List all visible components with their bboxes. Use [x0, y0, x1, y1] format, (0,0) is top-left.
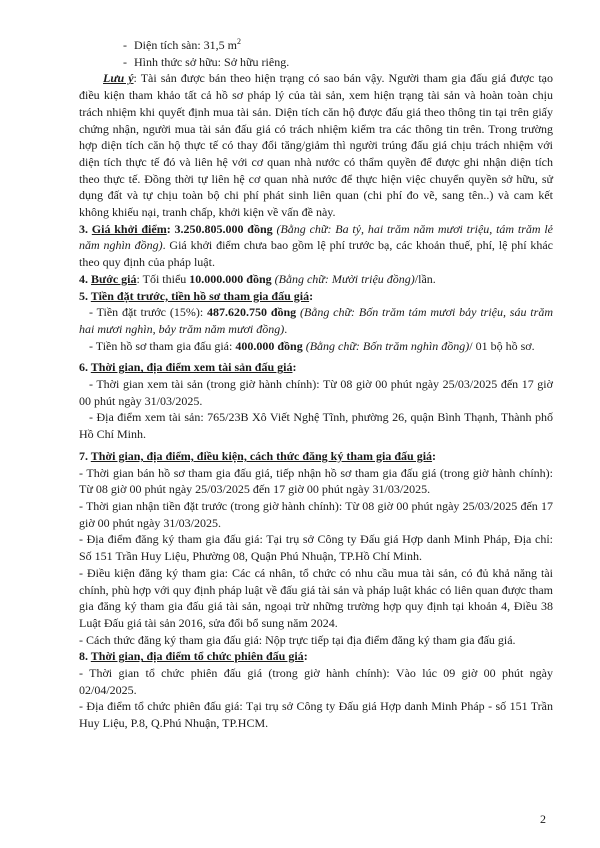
deposit-heading: 5. Tiền đặt trước, tiền hồ sơ tham gia đấu giá: — [79, 288, 314, 303]
auction-time-line: - Thời gian tổ chức phiên đấu giá (trong giờ hành chính): Vào lúc 09 giờ 00 phút ngày 02/04/2025. — [79, 666, 553, 697]
registration-location-line: - Địa điểm đăng ký tham gia đấu giá: Tại trụ sở Công ty Đấu giá Hợp danh Minh Pháp, Địa chỉ: Số 151 Trần Huy Liệu, Phường 08, Quận Phú Nhuận, TP.Hồ Chí Minh. — [79, 532, 553, 564]
document-page — [79, 37, 553, 732]
bid-step-heading: Bước giá — [91, 271, 137, 286]
viewing-time-line: - Thời gian xem tài sản (trong giờ hành chính): Từ 08 giờ 00 phút ngày 25/03/2025 đến 17 giờ 00 phút ngày 31/03/2025. — [79, 377, 553, 408]
bid-step-value: 10.000.000 đồng — [189, 271, 272, 286]
page-number: 2 — [540, 812, 546, 826]
registration-method-line: - Cách thức đăng ký tham gia đấu giá: Nộp trực tiếp tại địa điểm đăng ký tham gia đấu giá. — [79, 632, 516, 647]
deposit-amount: 487.620.750 đồng — [207, 305, 297, 320]
deposit-time-line: - Thời gian nhận tiền đặt trước (trong giờ hành chính): Từ 08 giờ 00 phút ngày 25/03/2025 đến 17 giờ 00 phút ngày 31/03/2025. — [79, 498, 553, 530]
note-title: Lưu ý — [103, 71, 134, 86]
dossier-time-line: - Thời gian bán hồ sơ tham gia đấu giá, tiếp nhận hồ sơ tham gia đấu giá (trong giờ hành chính): Từ 08 giờ 00 phút ngày 25/03/2025 đến 17 giờ 00 phút ngày 31/03/2025. — [79, 465, 553, 497]
registration-heading: 7. Thời gian, địa điểm, điều kiện, cách thức đăng ký tham gia đấu giá: — [79, 448, 437, 463]
viewing-heading: 6. Thời gian, địa điểm xem tài sản đấu giá: — [79, 360, 297, 375]
bid-step-section: 4. Bước giá: Tối thiểu 10.000.000 đồng (Bằng chữ: Mười triệu đồng)/lần. — [79, 271, 436, 286]
bid-step-words: (Bằng chữ: Mười triệu đồng) — [271, 271, 415, 286]
starting-price-heading: Giá khởi điểm — [91, 221, 167, 236]
dossier-fee-line: - Tiền hồ sơ tham gia đấu giá: 400.000 đồng (Bằng chữ: Bốn trăm nghìn đồng)/ 01 bộ hồ sơ. — [89, 338, 535, 353]
auction-location-line: - Địa điểm tổ chức phiên đấu giá: Tại trụ sở Công ty Đấu giá Hợp danh Minh Pháp - số 151 Trần Huy Liệu, P.8, Q.Phú Nhuận, TP.HCM. — [79, 699, 553, 731]
note-paragraph: Lưu ý: Tài sản được bán theo hiện trạng có sao bán vậy. Người tham gia đấu giá được tạo điều kiện tham khảo tất cả hồ sơ pháp lý của tài sản, xem hiện trạng tài sản và hoàn toàn chịu trách nhiệm khi quyết định mua tài sản. Diện tích căn hộ được đấu giá theo thông tin tại trên giấy chứng nhận, người mua tài sản đấu giá có trách nhiệm kiểm tra các thông tin trên. Trong trường hợp diện tích căn hộ thực tế có thay đổi tăng/giảm thì người trúng đấu giá chịu trách nhiệm với diện tích thực tế đó và liên hệ với cơ quan nhà nước có thẩm quyền để được ghi nhận diện tích theo thực tế. Đồng thời tự liên hệ cơ quan nhà nước để thực hiện việc chuyển quyền sở hữu, sử dụng đất và tự chịu toàn bộ chi phí phát sinh liên quan (chi phí đo vẽ, sang tên..) và cam kết không khiếu nại, tranh chấp, khởi kiện về vấn đề này. — [79, 71, 553, 220]
starting-price-words: (Bằng chữ: Ba tỷ, hai trăm năm mươi triệu, tám trăm lẻ năm nghìn đồng) — [79, 221, 554, 253]
dossier-fee-amount: 400.000 đồng — [235, 338, 303, 353]
starting-price-section: 3. Giá khởi điểm: 3.250.805.000 đồng (Bằng chữ: Ba tỷ, hai trăm năm mươi triệu, tám trăm lẻ năm nghìn đồng). Giá khởi điểm chưa bao gồm lệ phí trước bạ, các khoản thuế, phí, lệ phí khác theo quy định của pháp luật. — [79, 221, 554, 270]
auction-session-heading: 8. Thời gian, địa điểm tổ chức phiên đấu giá: — [79, 649, 308, 664]
registration-condition-line: - Điều kiện đăng ký tham gia: Các cá nhân, tổ chức có nhu cầu mua tài sản, có đủ khả năng tài chính, phù hợp với quy định pháp luật về đấu giá tài sản và pháp luật khác có liên quan được tham gia đăng ký tham gia đấu giá tài sản, ngoại trừ những trường hợp quy định tại khoản 4, Điều 38 Luật Đấu giá tài sản 2016, sửa đổi bổ sung năm 2024. — [79, 565, 553, 630]
ownership-bullet: - Hình thức sở hữu: Sở hữu riêng. — [79, 54, 553, 71]
starting-price-value: : 3.250.805.000 đồng — [166, 221, 273, 236]
note-text: Tài sản được bán theo hiện trạng có sao bán vậy. Người tham gia đấu giá được tạo điều kiện tham khảo tất cả hồ sơ pháp lý của tài sản, xem hiện trạng tài sản và hoàn toàn chịu trách nhiệm khi quyết định mua tài sản. Diện tích căn hộ được đấu giá theo thông tin tại trên giấy chứng nhận, người mua tài sản đấu giá có trách nhiệm kiểm tra các thông tin trên. Trong trường hợp diện tích căn hộ thực tế có thay đổi tăng/giảm thì người trúng đấu giá chịu trách nhiệm với diện tích thực tế đó và liên hệ với cơ quan nhà nước có thẩm quyền để được ghi nhận diện tích theo thực tế. Đồng thời tự liên hệ cơ quan nhà nước để thực hiện việc chuyển quyền sở hữu, sử dụng đất và tự chịu toàn bộ chi phí phát sinh liên quan (chi phí đo vẽ, sang tên..) và cam kết không khiếu nại, tranh chấp, khởi kiện về vấn đề này. — [79, 71, 553, 220]
deposit-line: - Tiền đặt trước (15%): 487.620.750 đồng (Bằng chữ: Bốn trăm tám mươi bảy triệu, sáu trăm hai mươi nghìn, bảy trăm năm mươi đồng). — [79, 305, 553, 336]
viewing-location-line: - Địa điểm xem tài sản: 765/23B Xô Viết Nghệ Tĩnh, phường 26, quận Bình Thạnh, Thành phố Hồ Chí Minh. — [79, 410, 553, 442]
area-bullet: - Diện tích sàn: 31,5 $m^2$ — [79, 37, 553, 54]
